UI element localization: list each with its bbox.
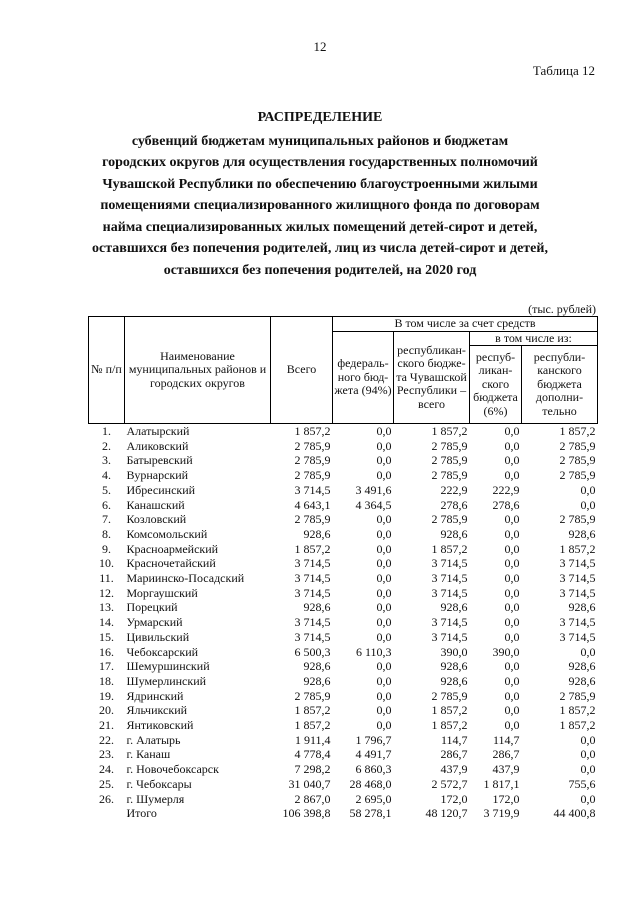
row-rep-additional: 0,0 xyxy=(580,482,596,497)
row-republic: 48 120,7 xyxy=(425,806,468,821)
row-rep-additional: 928,6 xyxy=(568,673,596,688)
row-name: Красноармейский xyxy=(126,541,219,556)
row-republic: 2 785,9 xyxy=(431,512,468,527)
table-row xyxy=(89,556,598,571)
row-republic: 172,0 xyxy=(440,791,468,806)
row-federal: 0,0 xyxy=(376,526,392,541)
row-number: 18. xyxy=(99,673,114,688)
table-row xyxy=(89,453,598,468)
table-row xyxy=(89,439,598,454)
table-row xyxy=(89,600,598,615)
row-federal: 0,0 xyxy=(376,541,392,556)
row-rep-additional: 3 714,5 xyxy=(559,615,596,630)
row-number: 12. xyxy=(99,585,114,600)
title-line: найма специализированных жилых помещений детей-сирот и детей, xyxy=(102,219,538,235)
row-name: Цивильский xyxy=(126,629,190,644)
row-federal: 3 491,6 xyxy=(355,482,392,497)
row-number: 26. xyxy=(99,791,114,806)
row-rep-additional: 0,0 xyxy=(580,791,596,806)
row-rep-additional: 2 785,9 xyxy=(559,438,596,453)
row-number: 21. xyxy=(99,718,114,733)
row-republic: 2 785,9 xyxy=(431,688,468,703)
row-rep-6: 0,0 xyxy=(504,629,520,644)
row-federal: 0,0 xyxy=(376,453,392,468)
header-total: Всего xyxy=(271,317,333,424)
row-number: 5. xyxy=(102,482,111,497)
row-federal: 6 860,3 xyxy=(355,762,392,777)
row-total: 1 857,2 xyxy=(294,424,331,438)
row-rep-6: 0,0 xyxy=(504,424,520,438)
row-rep-additional: 1 857,2 xyxy=(559,541,596,556)
row-federal: 0,0 xyxy=(376,468,392,483)
row-rep-6: 0,0 xyxy=(504,438,520,453)
row-total: 2 785,9 xyxy=(294,438,331,453)
row-total: 3 714,5 xyxy=(294,629,331,644)
row-number: 20. xyxy=(99,703,114,718)
row-republic: 1 857,2 xyxy=(431,424,468,438)
row-rep-additional: 928,6 xyxy=(568,659,596,674)
document-title xyxy=(60,107,580,281)
row-name: г. Шумерля xyxy=(126,791,185,806)
row-total: 106 398,8 xyxy=(282,806,331,821)
row-total: 3 714,5 xyxy=(294,585,331,600)
row-rep-6: 114,7 xyxy=(492,732,520,747)
row-rep-additional: 755,6 xyxy=(568,776,596,791)
row-total: 2 785,9 xyxy=(294,688,331,703)
row-federal: 0,0 xyxy=(376,659,392,674)
row-federal: 1 796,7 xyxy=(355,732,392,747)
header-rep-6: респуб-ликан-ского бюджета (6%) xyxy=(470,346,522,424)
row-rep-6: 0,0 xyxy=(504,571,520,586)
row-rep-6: 278,6 xyxy=(492,497,520,512)
row-number: 4. xyxy=(102,468,111,483)
row-rep-6: 0,0 xyxy=(504,468,520,483)
row-federal: 0,0 xyxy=(376,556,392,571)
row-rep-6: 3 719,9 xyxy=(483,806,520,821)
header-of-which: в том числе из: xyxy=(470,331,598,346)
row-total: 1 857,2 xyxy=(294,718,331,733)
row-federal: 0,0 xyxy=(376,600,392,615)
row-rep-additional: 3 714,5 xyxy=(559,629,596,644)
row-republic: 928,6 xyxy=(440,600,468,615)
row-republic: 2 572,7 xyxy=(431,776,468,791)
table-row xyxy=(89,747,598,762)
row-total: 928,6 xyxy=(303,526,331,541)
row-republic: 286,7 xyxy=(440,747,468,762)
row-rep-6: 0,0 xyxy=(504,703,520,718)
table-row xyxy=(89,571,598,586)
title-heading: РАСПРЕДЕЛЕНИЕ xyxy=(257,110,383,125)
row-rep-6: 0,0 xyxy=(504,600,520,615)
row-rep-additional: 1 857,2 xyxy=(559,424,596,438)
row-name: Урмарский xyxy=(126,615,183,630)
row-republic: 278,6 xyxy=(440,497,468,512)
header-republic: республикан-ского бюдже-та Чувашской Республики – всего xyxy=(394,331,470,424)
row-federal: 0,0 xyxy=(376,673,392,688)
row-federal: 0,0 xyxy=(376,718,392,733)
row-republic: 3 714,5 xyxy=(431,571,468,586)
row-name: г. Канаш xyxy=(126,747,171,762)
row-number: 10. xyxy=(99,556,114,571)
row-name: Козловский xyxy=(126,512,187,527)
units-label: (тыс. рублей) xyxy=(528,302,596,316)
header-federal: федераль-ного бюд-жета (94%) xyxy=(333,331,394,424)
row-number: 14. xyxy=(99,615,114,630)
distribution-table xyxy=(88,316,598,821)
row-rep-additional: 2 785,9 xyxy=(559,453,596,468)
row-name: Янтиковский xyxy=(126,718,194,733)
row-total: 4 643,1 xyxy=(294,497,331,512)
table-row xyxy=(89,762,598,777)
row-total: 2 785,9 xyxy=(294,468,331,483)
row-rep-6: 0,0 xyxy=(504,688,520,703)
row-rep-6: 0,0 xyxy=(504,659,520,674)
row-number: 3. xyxy=(102,453,111,468)
row-number: 6. xyxy=(102,497,111,512)
table-row xyxy=(89,689,598,704)
table-row xyxy=(89,792,598,807)
row-rep-additional: 1 857,2 xyxy=(559,718,596,733)
row-name: Канашский xyxy=(126,497,185,512)
title-line: оставшихся без попечения родителей, на 2020 год xyxy=(163,262,477,278)
row-rep-additional: 3 714,5 xyxy=(559,556,596,571)
row-number: 24. xyxy=(99,762,114,777)
title-line: субвенций бюджетам муниципальных районов и бюджетам xyxy=(131,133,509,149)
row-total: 1 911,4 xyxy=(294,732,331,747)
row-number: 11. xyxy=(99,571,114,586)
row-rep-additional: 928,6 xyxy=(568,600,596,615)
row-number: 25. xyxy=(99,776,114,791)
row-republic: 2 785,9 xyxy=(431,438,468,453)
row-number: 13. xyxy=(99,600,114,615)
table-row xyxy=(89,483,598,498)
row-rep-6: 0,0 xyxy=(504,556,520,571)
row-federal: 0,0 xyxy=(376,512,392,527)
row-rep-6: 0,0 xyxy=(504,673,520,688)
row-name: Ибресинский xyxy=(126,482,196,497)
row-name: Моргаушский xyxy=(126,585,198,600)
row-name: Алатырский xyxy=(126,424,190,438)
row-name: Аликовский xyxy=(126,438,189,453)
row-rep-6: 0,0 xyxy=(504,585,520,600)
row-rep-6: 1 817,1 xyxy=(483,776,520,791)
row-rep-6: 0,0 xyxy=(504,453,520,468)
table-row xyxy=(89,424,598,439)
row-federal: 0,0 xyxy=(376,424,392,438)
row-republic: 222,9 xyxy=(440,482,468,497)
row-rep-6: 0,0 xyxy=(504,615,520,630)
row-name: Шумерлинский xyxy=(126,673,207,688)
row-rep-6: 390,0 xyxy=(492,644,520,659)
row-rep-additional: 2 785,9 xyxy=(559,512,596,527)
row-rep-6: 437,9 xyxy=(492,762,520,777)
row-federal: 58 278,1 xyxy=(349,806,392,821)
table-row xyxy=(89,777,598,792)
table-label: Таблица 12 xyxy=(532,63,595,78)
row-total: 928,6 xyxy=(303,673,331,688)
row-federal: 0,0 xyxy=(376,571,392,586)
table-row xyxy=(89,718,598,733)
row-republic: 3 714,5 xyxy=(431,615,468,630)
row-federal: 0,0 xyxy=(376,615,392,630)
row-name: Итого xyxy=(126,806,157,821)
row-number: 19. xyxy=(99,688,114,703)
row-number: 1. xyxy=(102,424,111,438)
table-row xyxy=(89,498,598,513)
row-number: 23. xyxy=(99,747,114,762)
row-number xyxy=(89,806,125,821)
row-name: Мариинско-Посадский xyxy=(126,571,245,586)
row-rep-6: 222,9 xyxy=(492,482,520,497)
row-total: 2 785,9 xyxy=(294,453,331,468)
table-row xyxy=(89,733,598,748)
row-rep-additional: 0,0 xyxy=(580,732,596,747)
row-total: 6 500,3 xyxy=(294,644,331,659)
row-rep-6: 0,0 xyxy=(504,718,520,733)
row-total: 3 714,5 xyxy=(294,482,331,497)
row-rep-6: 0,0 xyxy=(504,512,520,527)
row-federal: 0,0 xyxy=(376,629,392,644)
row-total: 3 714,5 xyxy=(294,615,331,630)
title-line: помещениями специализированного жилищного фонда по договорам xyxy=(100,198,540,213)
title-line: оставшихся без попечения родителей, лиц из числа детей-сирот и детей, xyxy=(92,241,548,256)
header-rep-additional: республи-канского бюджета дополни-тельно xyxy=(522,346,598,424)
row-republic: 928,6 xyxy=(440,673,468,688)
row-total: 3 714,5 xyxy=(294,571,331,586)
row-name: Яльчикский xyxy=(126,703,188,718)
row-rep-additional: 0,0 xyxy=(580,644,596,659)
row-rep-additional: 3 714,5 xyxy=(559,585,596,600)
row-rep-additional: 3 714,5 xyxy=(559,571,596,586)
row-rep-additional: 1 857,2 xyxy=(559,703,596,718)
row-number: 8. xyxy=(102,526,111,541)
row-name: Батыревский xyxy=(126,453,193,468)
row-total: 1 857,2 xyxy=(294,703,331,718)
table-row xyxy=(89,630,598,645)
row-republic: 3 714,5 xyxy=(431,556,468,571)
row-republic: 114,7 xyxy=(440,732,468,747)
row-federal: 28 468,0 xyxy=(349,776,392,791)
row-rep-6: 0,0 xyxy=(504,526,520,541)
page-number: 12 xyxy=(313,39,327,54)
table-row xyxy=(89,542,598,557)
table-row xyxy=(89,512,598,527)
row-number: 17. xyxy=(99,659,114,674)
row-republic: 2 785,9 xyxy=(431,453,468,468)
header-num: № п/п xyxy=(89,317,125,424)
row-name: Вурнарский xyxy=(126,468,189,483)
row-total: 1 857,2 xyxy=(294,541,331,556)
row-federal: 2 695,0 xyxy=(355,791,392,806)
row-republic: 3 714,5 xyxy=(431,629,468,644)
row-republic: 2 785,9 xyxy=(431,468,468,483)
row-republic: 1 857,2 xyxy=(431,718,468,733)
row-number: 15. xyxy=(99,629,114,644)
row-rep-additional: 2 785,9 xyxy=(559,468,596,483)
row-rep-additional: 928,6 xyxy=(568,526,596,541)
row-federal: 6 110,3 xyxy=(355,644,392,659)
row-republic: 1 857,2 xyxy=(431,541,468,556)
row-republic: 390,0 xyxy=(440,644,468,659)
row-federal: 0,0 xyxy=(376,688,392,703)
row-name: Порецкий xyxy=(126,600,178,615)
row-republic: 3 714,5 xyxy=(431,585,468,600)
row-number: 22. xyxy=(99,732,114,747)
table-row xyxy=(89,703,598,718)
header-including: В том числе за счет средств xyxy=(333,317,598,332)
row-total: 31 040,7 xyxy=(288,776,331,791)
row-number: 9. xyxy=(102,541,111,556)
row-rep-additional: 2 785,9 xyxy=(559,688,596,703)
row-rep-6: 172,0 xyxy=(492,791,520,806)
row-name: Чебоксарский xyxy=(126,644,199,659)
row-rep-additional: 0,0 xyxy=(580,747,596,762)
row-total: 928,6 xyxy=(303,600,331,615)
row-rep-additional: 0,0 xyxy=(580,497,596,512)
row-number: 16. xyxy=(99,644,114,659)
row-federal: 0,0 xyxy=(376,438,392,453)
row-total: 7 298,2 xyxy=(294,762,331,777)
row-number: 2. xyxy=(102,438,111,453)
header-name: Наименование муниципальных районов и городских округов xyxy=(125,317,271,424)
row-name: г. Новочебоксарск xyxy=(126,762,219,777)
title-line: Чувашской Республики по обеспечению благоустроенными жилыми xyxy=(102,176,538,192)
row-name: г. Алатырь xyxy=(126,732,181,747)
row-republic: 928,6 xyxy=(440,659,468,674)
row-name: Шемуршинский xyxy=(126,659,210,674)
row-total: 2 785,9 xyxy=(294,512,331,527)
table-total-row xyxy=(89,806,598,821)
table-row xyxy=(89,586,598,601)
row-federal: 4 491,7 xyxy=(355,747,392,762)
row-federal: 0,0 xyxy=(376,703,392,718)
table-row xyxy=(89,659,598,674)
row-name: Красночетайский xyxy=(126,556,216,571)
table-row xyxy=(89,527,598,542)
table-row xyxy=(89,468,598,483)
row-name: Ядринский xyxy=(126,688,184,703)
table-row xyxy=(89,615,598,630)
table-row xyxy=(89,645,598,660)
row-rep-additional: 0,0 xyxy=(580,762,596,777)
row-federal: 4 364,5 xyxy=(355,497,392,512)
row-total: 928,6 xyxy=(303,659,331,674)
row-republic: 437,9 xyxy=(440,762,468,777)
row-rep-additional: 44 400,8 xyxy=(553,806,596,821)
row-total: 4 778,4 xyxy=(294,747,331,762)
row-name: г. Чебоксары xyxy=(126,776,192,791)
row-federal: 0,0 xyxy=(376,585,392,600)
row-total: 3 714,5 xyxy=(294,556,331,571)
row-number: 7. xyxy=(102,512,111,527)
row-republic: 928,6 xyxy=(440,526,468,541)
row-rep-6: 0,0 xyxy=(504,541,520,556)
title-line: городских округов для осуществления государственных полномочий xyxy=(102,155,538,170)
row-total: 2 867,0 xyxy=(294,791,331,806)
row-republic: 1 857,2 xyxy=(431,703,468,718)
table-row xyxy=(89,674,598,689)
row-rep-6: 286,7 xyxy=(492,747,520,762)
row-name: Комсомольский xyxy=(126,526,208,541)
